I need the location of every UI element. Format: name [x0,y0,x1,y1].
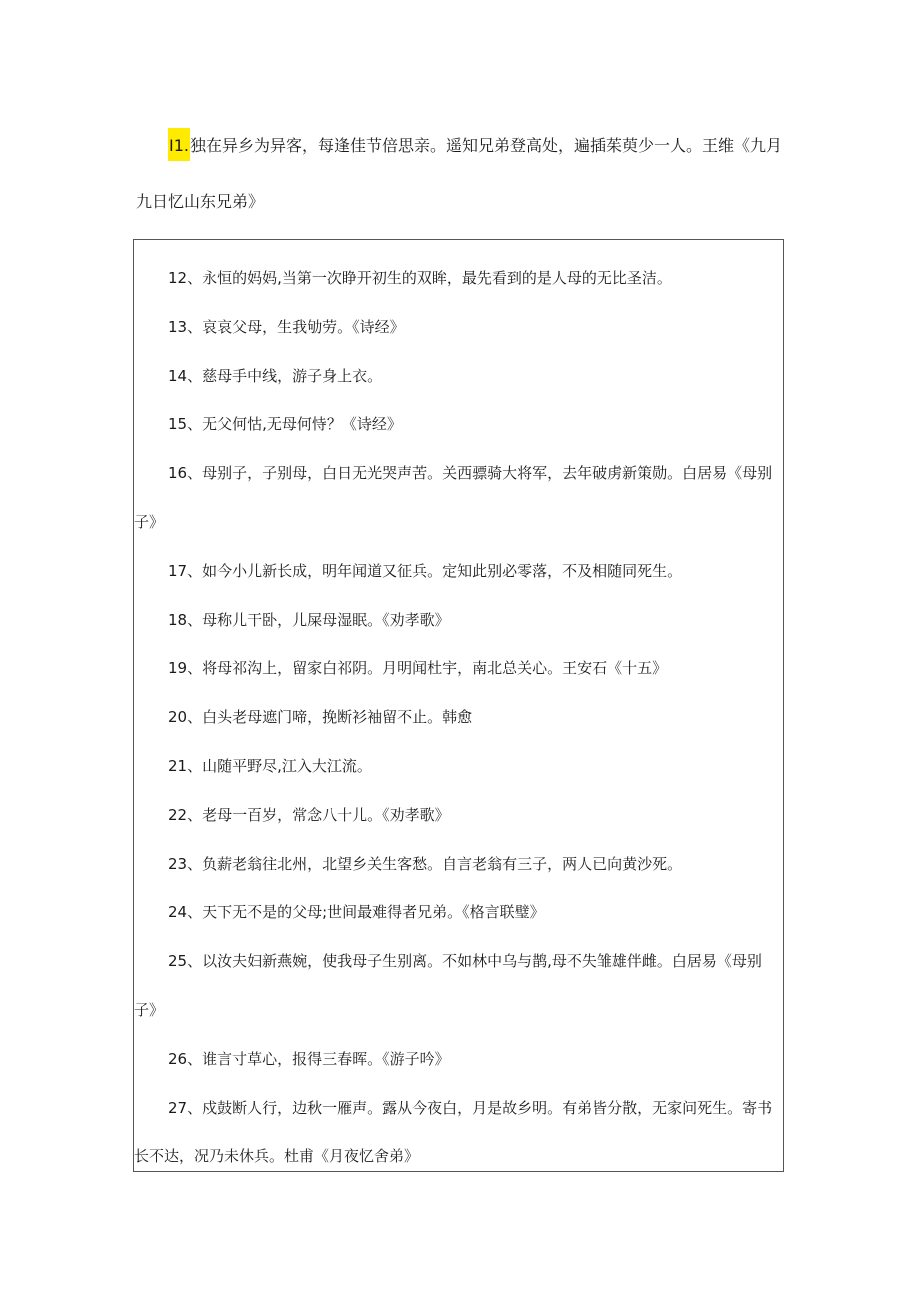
quote-item: 18、母称儿干卧，儿屎母湿眠。《劝孝歌》 [168,610,450,629]
quotes-box [133,239,784,1172]
quote-item: 22、老母一百岁，常念八十儿。《劝孝歌》 [168,805,450,824]
quote-item: 17、如今小儿新长成，明年闻道又征兵。定知此别必零落，不及相随同死生。 [168,561,683,580]
quote-item: 24、天下无不是的父母;世间最难得者兄弟。《格言联璧》 [168,903,545,922]
quote-item: 26、谁言寸草心，报得三春晖。《游子吟》 [168,1049,450,1068]
quote-item: 23、负薪老翁往北州，北望乡关生客愁。自言老翁有三子，两人已向黄沙死。 [168,854,683,873]
quote-item: 13、哀哀父母，生我劬劳。《诗经》 [168,317,405,336]
intro-text-line-2: 九日忆山东兄弟》 [136,192,265,211]
quote-item: 25、以汝夫妇新燕婉，使我母子生别离。不如林中乌与鹊,母不失雏雄伴雌。白居易《母别子》 [134,952,762,1019]
intro-text-line-1: 独在异乡为异客，每逢佳节倍思亲。遥知兄弟登高处，遍插茱萸少一人。王维《九月 [189,136,782,155]
intro-paragraph [136,126,782,222]
quote-item: 27、戍鼓断人行，边秋一雁声。露从今夜白，月是故乡明。有弟皆分散，无家问死生。寄书长不达，况乃未休兵。杜甫《月夜忆舍弟》 [134,1098,773,1166]
quote-item: 14、慈母手中线，游子身上衣。 [168,366,383,385]
quote-item: 15、无父何怙,无母何恃？《诗经》 [168,415,402,434]
quote-item: 19、将母祁沟上，留家白祁阴。月明闻杜宇，南北总关心。王安石《十五》 [168,659,668,678]
quote-item: 20、白头老母遮门啼，挽断衫袖留不止。韩愈 [168,708,473,727]
quote-item: 21、山随平野尽,江入大江流。 [168,756,372,775]
quotes-list [134,254,785,1181]
quote-item: 16、母别子，子别母，白日无光哭声苦。关西骠骑大将军，去年破虏新策勋。白居易《母别子》 [134,464,773,531]
highlighted-number: I1. [168,128,190,161]
intro-line-1 [136,126,782,166]
quote-item: 12、永恒的妈妈,当第一次睁开初生的双眸，最先看到的是人母的无比圣洁。 [168,269,672,287]
